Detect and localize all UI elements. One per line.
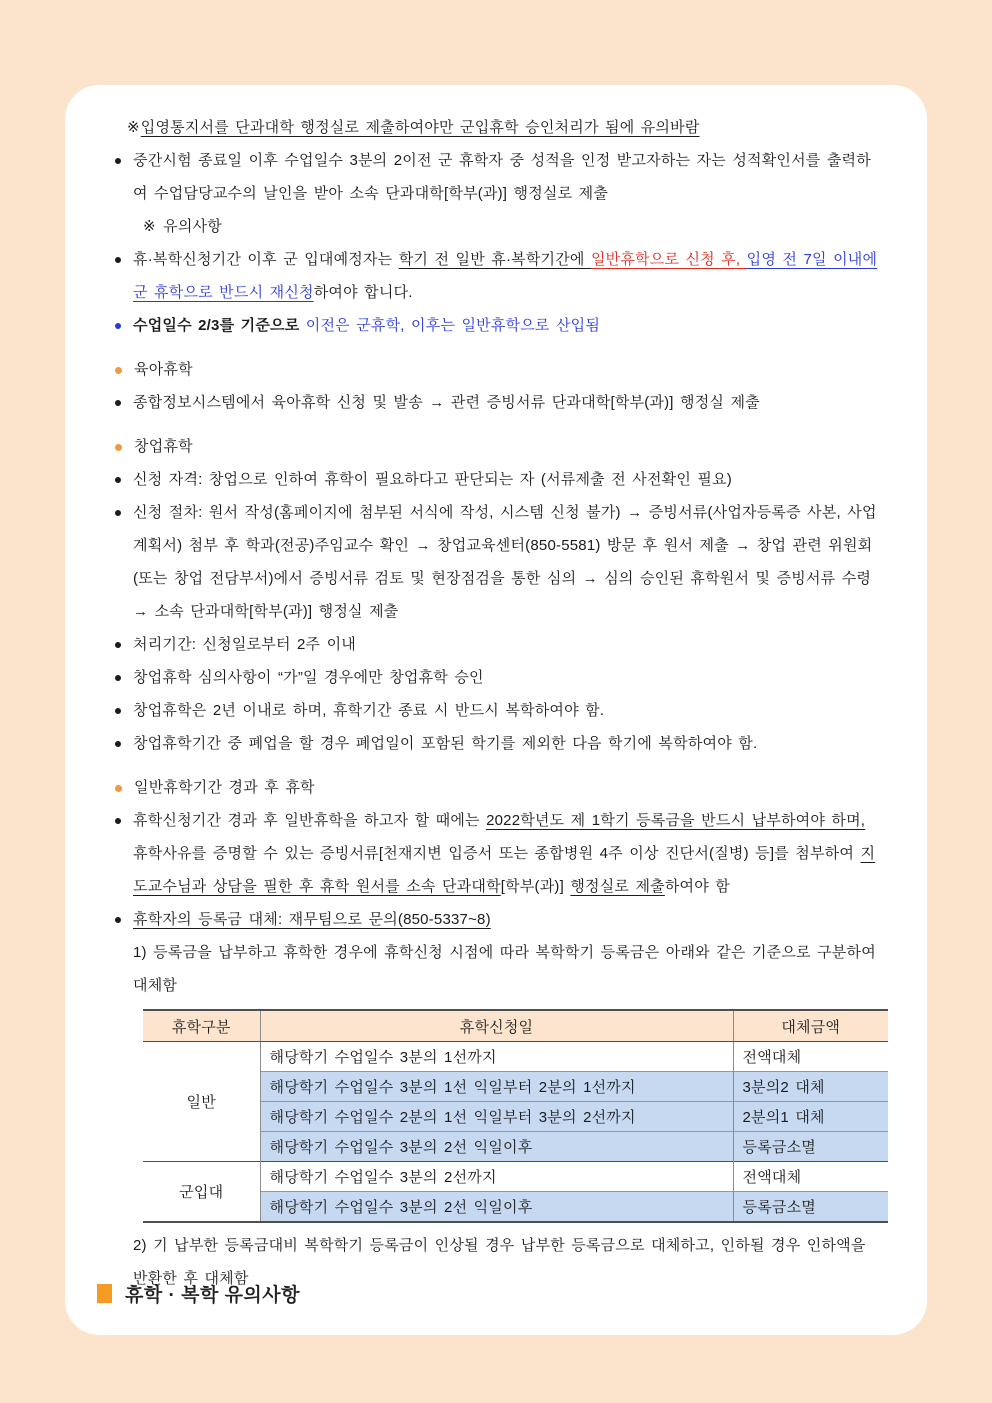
list-item-text: 신청 자격: 창업으로 인하여 휴학이 필요하다고 판단되는 자 (서류제출 전 사전확인 필요)	[133, 471, 732, 488]
section-title: 창업휴학	[134, 438, 193, 455]
table-header-row	[143, 1010, 888, 1042]
bullet-icon	[115, 675, 121, 681]
list-item-text: 처리기간: 신청일로부터 2주 이내	[133, 636, 356, 653]
list-item-startup-approval	[115, 661, 883, 694]
list-item-childcare-procedure	[115, 386, 883, 419]
note-text: 유의사항	[163, 218, 222, 235]
list-item-tuition-replacement-contact	[115, 903, 883, 936]
bullet-icon	[115, 323, 121, 329]
list-item-text: 창업휴학은 2년 이내로 하며, 휴학기간 종료 시 반드시 복학하여야 함.	[133, 702, 605, 719]
tuition-replacement-table-wrap	[143, 1009, 888, 1223]
numbered-line-1: 1) 등록금을 납부하고 휴학한 경우에 휴학신청 시점에 따라 복학학기 등록금은 아래와 같은 기준으로 구분하여 대체함	[133, 944, 876, 994]
section-title: 육아휴학	[134, 361, 193, 378]
note-line-enlistment-notice	[115, 111, 883, 144]
list-item-text: 휴학자의 등록금 대체: 재무팀으로 문의(850-5337~8)	[133, 911, 491, 928]
section-heading-notice	[97, 1280, 300, 1307]
cell-replacement-amount: 3분의2 대체	[733, 1072, 888, 1102]
column-header-leave-type: 휴학구분	[143, 1010, 260, 1042]
cell-application-date: 해당학기 수업일수 3분의 1선까지	[260, 1042, 733, 1072]
bullet-icon	[115, 158, 121, 164]
list-item-text: 중간시험 종료일 이후 수업일수 3분의 2이전 군 휴학자 중 성적을 인정 받고자하는 자는 성적확인서를 출력하여 수업담당교수의 날인을 받아 소속 단과대학[학부(과)] 행정실로 제출	[133, 152, 871, 202]
table-row	[143, 1162, 888, 1192]
list-item-startup-procedure	[115, 496, 883, 628]
orange-bullet-icon	[115, 444, 122, 451]
bullet-icon	[115, 477, 121, 483]
document-card	[65, 85, 927, 1335]
bullet-icon	[115, 257, 121, 263]
cell-leave-type-general: 일반	[143, 1042, 260, 1162]
list-item-startup-duration	[115, 694, 883, 727]
column-header-application-date: 휴학신청일	[260, 1010, 733, 1042]
list-item-midterm-grades	[115, 144, 883, 210]
list-item-text: 종합정보시스템에서 육아휴학 신청 및 발송 → 관련 증빙서류 단과대학[학부(과)] 행정실 제출	[133, 394, 760, 411]
bullet-icon	[115, 400, 121, 406]
cell-application-date: 해당학기 수업일수 2분의 1선 익일부터 3분의 2선까지	[260, 1102, 733, 1132]
bullet-icon	[115, 917, 121, 923]
list-item-processing-time	[115, 628, 883, 661]
bullet-icon	[115, 741, 121, 747]
footer-heading-text: 휴학 · 복학 유의사항	[125, 1285, 300, 1306]
list-item-text: 수업일수 2/3를 기준으로 이전은 군휴학, 이후는 일반휴학으로 산입됨	[133, 317, 601, 334]
bullet-icon	[115, 708, 121, 714]
bullet-icon	[115, 818, 121, 824]
list-item-startup-closure	[115, 727, 883, 760]
cell-replacement-amount: 2분의1 대체	[733, 1102, 888, 1132]
bullet-icon	[115, 642, 121, 648]
orange-bullet-icon	[115, 367, 122, 374]
reference-mark: ※	[127, 119, 140, 136]
note-text: 입영통지서를 단과대학 행정실로 제출하여야만 군입휴학 승인처리가 됨에 유의바람	[140, 119, 700, 136]
column-header-replacement-amount: 대체금액	[733, 1010, 888, 1042]
list-item-late-leave-tuition	[115, 804, 883, 903]
list-item-military-reapply	[115, 243, 883, 309]
section-title: 일반휴학기간 경과 후 휴학	[134, 779, 315, 796]
table-row	[143, 1042, 888, 1072]
list-item-attendance-rule	[115, 309, 883, 342]
section-heading-after-general-leave	[115, 771, 883, 804]
tuition-replacement-table	[143, 1009, 888, 1223]
bullet-icon	[115, 510, 121, 516]
list-item-text: 휴학신청기간 경과 후 일반휴학을 하고자 할 때에는 2022학년도 제 1학기 등록금을 반드시 납부하여야 하며, 휴학사유를 증명할 수 있는 증빙서류[천재지변 입증서 또는 종합병원 4주 이상 진단서(질병) 등]를 첨부하여 지도교수님과 상담을 필한 후 휴학 원서를 소속 단과대학[학부(과)] 행정실로 제출하여야 함	[133, 812, 876, 895]
list-item-text: 창업휴학기간 중 폐업을 할 경우 폐업일이 포함된 학기를 제외한 다음 학기에 복학하여야 함.	[133, 735, 758, 752]
reference-mark: ※	[143, 218, 156, 235]
cell-replacement-amount: 등록금소멸	[733, 1132, 888, 1162]
list-item-text: 휴·복학신청기간 이후 군 입대예정자는 학기 전 일반 휴·복학기간에 일반휴학으로 신청 후, 입영 전 7일 이내에 군 휴학으로 반드시 재신청하여야 합니다.	[133, 251, 878, 301]
cell-application-date: 해당학기 수업일수 3분의 2선 익일이후	[260, 1132, 733, 1162]
cell-replacement-amount: 전액대체	[733, 1162, 888, 1192]
section-heading-childcare-leave	[115, 353, 883, 386]
list-item-startup-eligibility	[115, 463, 883, 496]
note-line-caution	[115, 210, 883, 243]
cell-leave-type-military: 군입대	[143, 1162, 260, 1223]
cell-application-date: 해당학기 수업일수 3분의 1선 익일부터 2분의 1선까지	[260, 1072, 733, 1102]
list-item-text: 창업휴학 심의사항이 “가”일 경우에만 창업휴학 승인	[133, 669, 484, 686]
cell-application-date: 해당학기 수업일수 3분의 2선 익일이후	[260, 1192, 733, 1223]
orange-bullet-icon	[115, 785, 122, 792]
list-item-text: 신청 절차: 원서 작성(홈페이지에 첨부된 서식에 작성, 시스템 신청 불가) → 증빙서류(사업자등록증 사본, 사업계획서) 첨부 후 학과(전공)주임교수 확인 → 창업교육센터(850-5581) 방문 후 원서 제출 → 창업 관련 위원회(또는 창업 전담부서)에서 증빙서류 검토 및 현장점검을 통한 심의 → 심의 승인된 휴학원서 및 증빙서류 수령 → 소속 단과대학[학부(과)] 행정실 제출	[133, 504, 877, 620]
document-content	[65, 85, 927, 1295]
cell-replacement-amount: 전액대체	[733, 1042, 888, 1072]
cell-application-date: 해당학기 수업일수 3분의 2선까지	[260, 1162, 733, 1192]
orange-square-icon	[97, 1284, 112, 1303]
cell-replacement-amount: 등록금소멸	[733, 1192, 888, 1223]
section-heading-startup-leave	[115, 430, 883, 463]
numbered-line-2: 2) 기 납부한 등록금대비 복학학기 등록금이 인상될 경우 납부한 등록금으로 대체하고, 인하될 경우 인하액을 반환한 후 대체함	[133, 1237, 866, 1287]
